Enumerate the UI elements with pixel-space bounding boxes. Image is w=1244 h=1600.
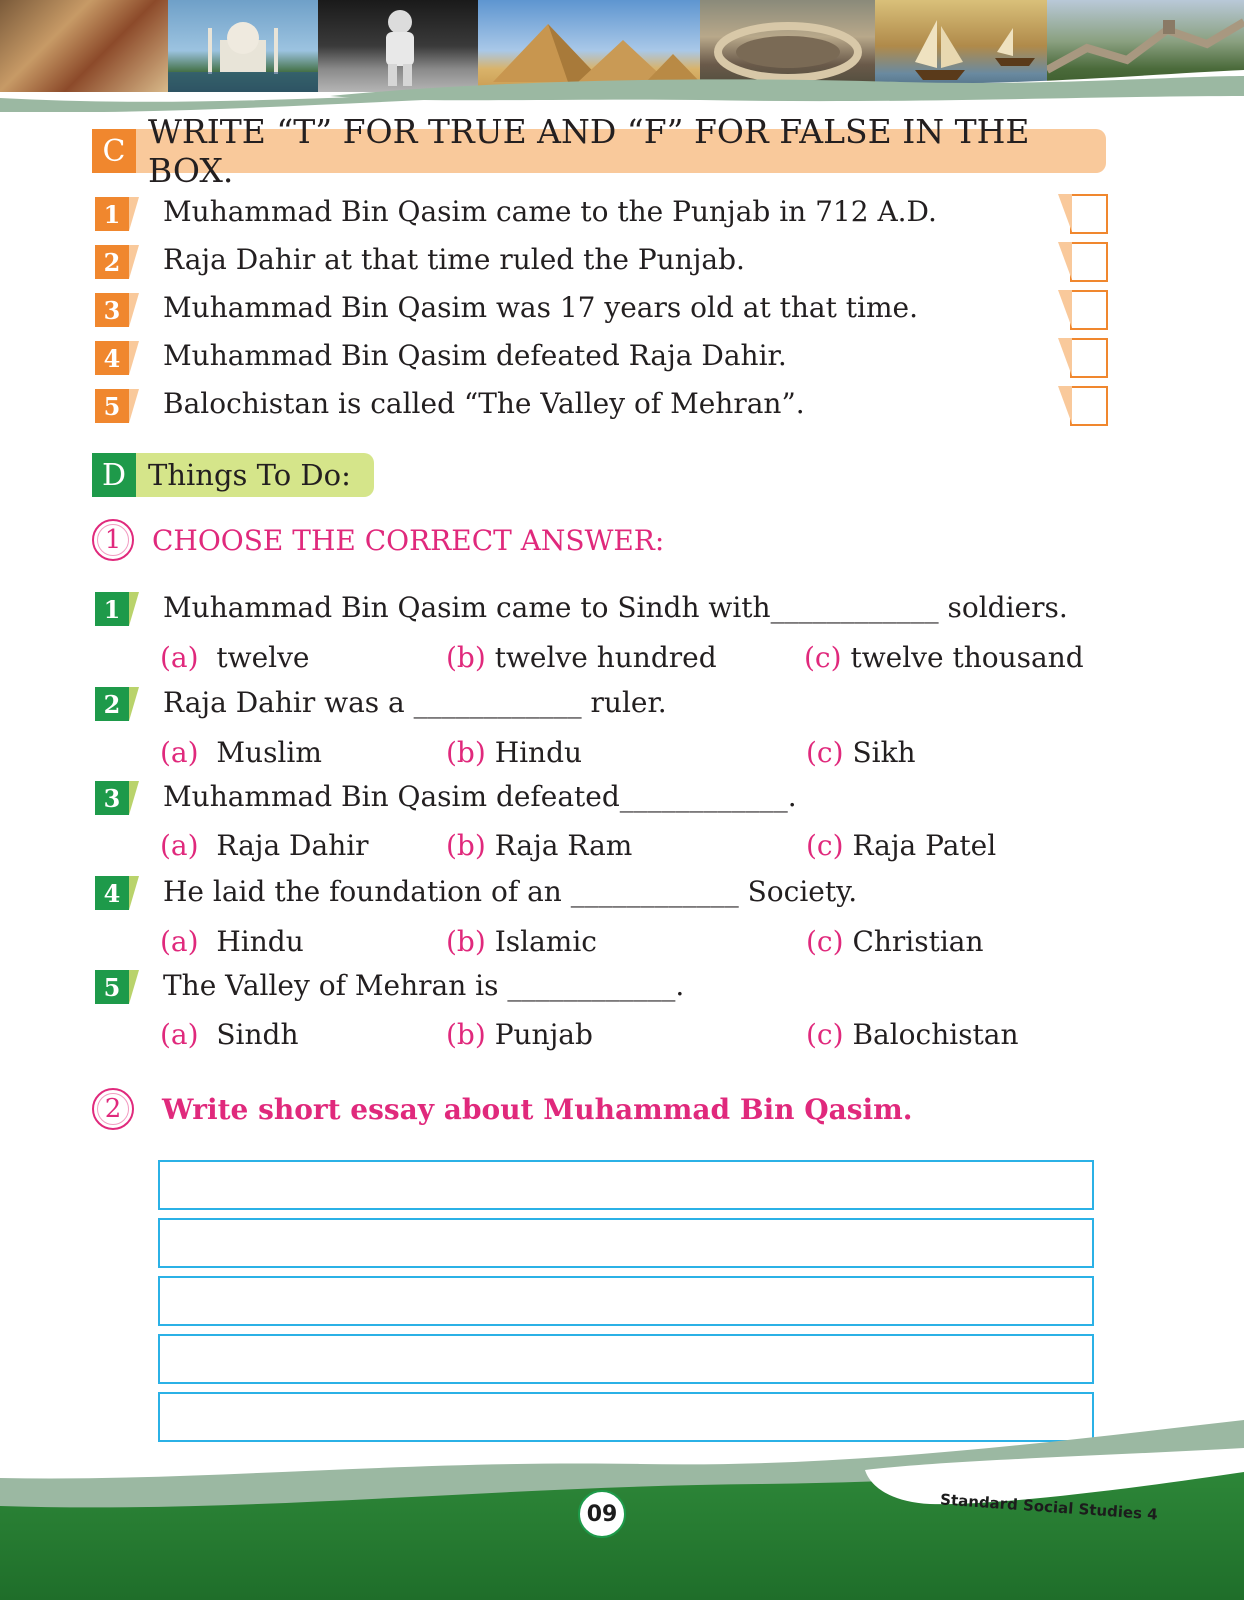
option-b[interactable] <box>446 638 717 678</box>
option-text: Raja Patel <box>852 829 997 862</box>
statement: Muhammad Bin Qasim came to the Punjab in 712 A.D. <box>163 195 937 228</box>
section-title: WRITE “T” FOR TRUE AND “F” FOR FALSE IN THE BOX. <box>136 129 1106 173</box>
essay-line[interactable] <box>158 1334 1094 1384</box>
item-number: 5 <box>95 389 129 423</box>
option-text: twelve thousand <box>850 641 1084 674</box>
section-title: Things To Do: <box>136 453 374 497</box>
option-letter: (b) <box>446 1018 486 1051</box>
option-b[interactable] <box>446 733 582 773</box>
option-b[interactable] <box>446 1015 593 1055</box>
option-a[interactable] <box>160 638 310 678</box>
question-number: 2 <box>95 687 129 721</box>
option-letter: (a) <box>160 1018 199 1051</box>
question-1-header <box>92 519 664 561</box>
question-text: Muhammad Bin Qasim came to Sindh with____________ soldiers. <box>163 591 1068 624</box>
option-letter: (a) <box>160 641 199 674</box>
question-text: The Valley of Mehran is ____________. <box>163 969 685 1002</box>
option-c[interactable] <box>806 826 996 866</box>
question-text: He laid the foundation of an ____________ Society. <box>163 875 858 908</box>
option-letter: (a) <box>160 829 199 862</box>
option-text: Balochistan <box>852 1018 1019 1051</box>
header-banner <box>0 0 1244 112</box>
option-text: Sindh <box>216 1018 299 1051</box>
item-number: 1 <box>95 197 129 231</box>
essay-line[interactable] <box>158 1276 1094 1326</box>
circled-number: 2 <box>92 1088 134 1130</box>
true-false-item <box>95 336 1115 376</box>
item-number: 4 <box>95 341 129 375</box>
option-letter: (b) <box>446 925 486 958</box>
mcq-question <box>95 966 1125 1006</box>
mcq-question <box>95 777 1125 817</box>
statement: Raja Dahir at that time ruled the Punjab. <box>163 243 745 276</box>
option-c[interactable] <box>804 638 1084 678</box>
option-a[interactable] <box>160 826 369 866</box>
question-title: CHOOSE THE CORRECT ANSWER: <box>152 523 665 557</box>
option-c[interactable] <box>806 733 916 773</box>
mcq-options <box>0 826 1100 866</box>
mcq-options <box>0 922 1100 962</box>
circled-number: 1 <box>92 519 134 561</box>
option-letter: (a) <box>160 925 199 958</box>
question-title: Write short essay about Muhammad Bin Qasim. <box>162 1092 913 1126</box>
option-letter: (b) <box>446 829 486 862</box>
essay-line[interactable] <box>158 1218 1094 1268</box>
essay-line[interactable] <box>158 1160 1094 1210</box>
option-text: Sikh <box>852 736 916 769</box>
option-a[interactable] <box>160 1015 299 1055</box>
section-letter: D <box>92 453 136 497</box>
option-letter: (a) <box>160 736 199 769</box>
statement: Muhammad Bin Qasim was 17 years old at that time. <box>163 291 918 324</box>
question-number: 1 <box>95 592 129 626</box>
option-letter: (c) <box>806 736 844 769</box>
section-c-header <box>92 112 1106 190</box>
option-letter: (c) <box>806 925 844 958</box>
mcq-options <box>0 733 1100 773</box>
option-text: Punjab <box>494 1018 593 1051</box>
option-text: Islamic <box>494 925 597 958</box>
answer-box[interactable] <box>1070 242 1108 282</box>
option-b[interactable] <box>446 826 632 866</box>
mcq-options <box>0 638 1100 678</box>
mcq-options <box>0 1015 1100 1055</box>
option-text: Raja Ram <box>494 829 633 862</box>
true-false-item <box>95 288 1115 328</box>
option-a[interactable] <box>160 922 304 962</box>
mcq-question <box>95 683 1125 723</box>
statement: Balochistan is called “The Valley of Mehran”. <box>163 387 805 420</box>
answer-box[interactable] <box>1070 338 1108 378</box>
header-wave <box>0 0 1244 112</box>
option-letter: (c) <box>804 641 842 674</box>
answer-box[interactable] <box>1070 194 1108 234</box>
answer-box[interactable] <box>1070 386 1108 426</box>
option-text: Hindu <box>216 925 304 958</box>
option-letter: (b) <box>446 641 486 674</box>
question-text: Raja Dahir was a ____________ ruler. <box>163 686 667 719</box>
question-number: 5 <box>95 970 129 1004</box>
option-text: Raja Dahir <box>216 829 369 862</box>
question-text: Muhammad Bin Qasim defeated____________. <box>163 780 797 813</box>
page-number: 09 <box>578 1490 626 1538</box>
option-b[interactable] <box>446 922 597 962</box>
question-number: 4 <box>95 876 129 910</box>
answer-box[interactable] <box>1070 290 1108 330</box>
statement: Muhammad Bin Qasim defeated Raja Dahir. <box>163 339 787 372</box>
option-a[interactable] <box>160 733 322 773</box>
mcq-question <box>95 588 1125 628</box>
option-letter: (c) <box>806 1018 844 1051</box>
option-text: Hindu <box>494 736 583 769</box>
question-2-header <box>92 1088 913 1130</box>
option-text: twelve <box>216 641 310 674</box>
item-number: 2 <box>95 245 129 279</box>
option-letter: (b) <box>446 736 486 769</box>
true-false-item <box>95 384 1115 424</box>
section-letter: C <box>92 129 136 173</box>
option-text: Muslim <box>216 736 322 769</box>
item-number: 3 <box>95 293 129 327</box>
option-letter: (c) <box>806 829 844 862</box>
option-c[interactable] <box>806 922 984 962</box>
book-title: Standard Social Studies 4 <box>939 1490 1159 1524</box>
true-false-item <box>95 240 1115 280</box>
mcq-question <box>95 872 1125 912</box>
true-false-item <box>95 192 1115 232</box>
option-text: twelve hundred <box>494 641 717 674</box>
section-d-header <box>92 453 374 497</box>
question-number: 3 <box>95 781 129 815</box>
option-c[interactable] <box>806 1015 1019 1055</box>
option-text: Christian <box>852 925 984 958</box>
